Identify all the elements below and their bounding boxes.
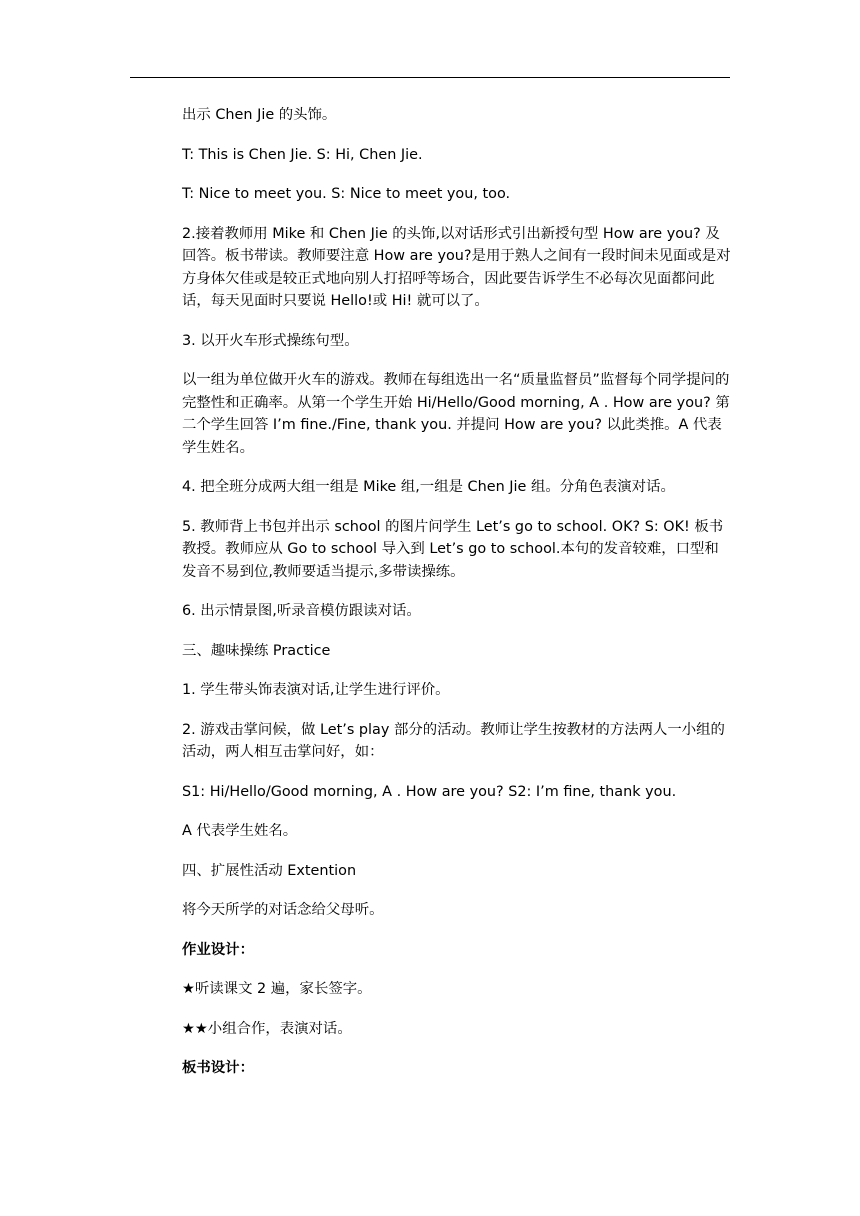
document-body <box>182 104 732 1097</box>
paragraph-step-3: 3. 以开火车形式操练句型。 <box>182 332 359 349</box>
dialogue-this-is-chen-jie: T: This is Chen Jie. S: Hi, Chen Jie. <box>182 146 423 163</box>
paragraph-practice-1: 1. 学生带头饰表演对话,让学生进行评价。 <box>182 682 450 698</box>
homework-item-2: ★★小组合作，表演对话。 <box>182 1020 352 1037</box>
paragraph-step-6: 6. 出示情景图,听录音模仿跟读对话。 <box>182 603 421 619</box>
header-rule <box>130 77 730 78</box>
dialogue-nice-to-meet-you: T: Nice to meet you. S: Nice to meet you, too. <box>182 186 511 202</box>
paragraph-step-4: 4. 把全班分成两大组一组是 Mike 组,一组是 Chen Jie 组。分角色表演对话。 <box>182 479 675 495</box>
paragraph-a-student-name: A 代表学生姓名。 <box>182 823 298 839</box>
heading-homework-design: 作业设计： <box>182 941 254 958</box>
dialogue-s1-s2: S1: Hi/Hello/Good morning, A . How are you? S2: I’m fine, thank you. <box>182 783 677 800</box>
paragraph-extension-task: 将今天所学的对话念给父母听。 <box>182 902 384 918</box>
section-heading-extension: 四、扩展性活动 Extention <box>182 862 357 879</box>
heading-blackboard-design: 板书设计： <box>182 1060 254 1076</box>
section-heading-practice: 三、趣味操练 Practice <box>182 642 331 659</box>
paragraph-train-game: 以一组为单位做开火车的游戏。教师在每组选出一名“质量监督员”监督每个同学提问的完整性和正确率。从第一个学生开始 Hi/Hello/Good morning, A . How are you? 第二个学生回答 I’m fine./Fine, thank you. 并提问 How are you? 以此类推。A 代表学生姓名。 <box>182 372 730 456</box>
paragraph-show-headwear: 出示 Chen Jie 的头饰。 <box>182 107 337 123</box>
paragraph-step-2: 2.接着教师用 Mike 和 Chen Jie 的头饰,以对话形式引出新授句型 How are you? 及回答。板书带读。教师要注意 How are you?是用于熟人之间有一段时间未见面或是对方身体欠佳或是较正式地向别人打招呼等场合，因此要告诉学生不必每次见面都问此话，每天见面时只要说 Hello!或 Hi! 就可以了。 <box>182 225 731 309</box>
homework-item-1: ★听读课文 2 遍，家长签字。 <box>182 981 372 997</box>
paragraph-practice-2: 2. 游戏击掌问候，做 Let’s play 部分的活动。教师让学生按教材的方法两人一小组的活动，两人相互击掌问好，如： <box>182 721 725 760</box>
paragraph-step-5: 5. 教师背上书包并出示 school 的图片问学生 Let’s go to school. OK? S: OK! 板书教授。教师应从 Go to school 导入到 Let’s go to school.本句的发音较难，口型和发音不易到位,教师要适当提示,多带读操练。 <box>182 518 724 580</box>
